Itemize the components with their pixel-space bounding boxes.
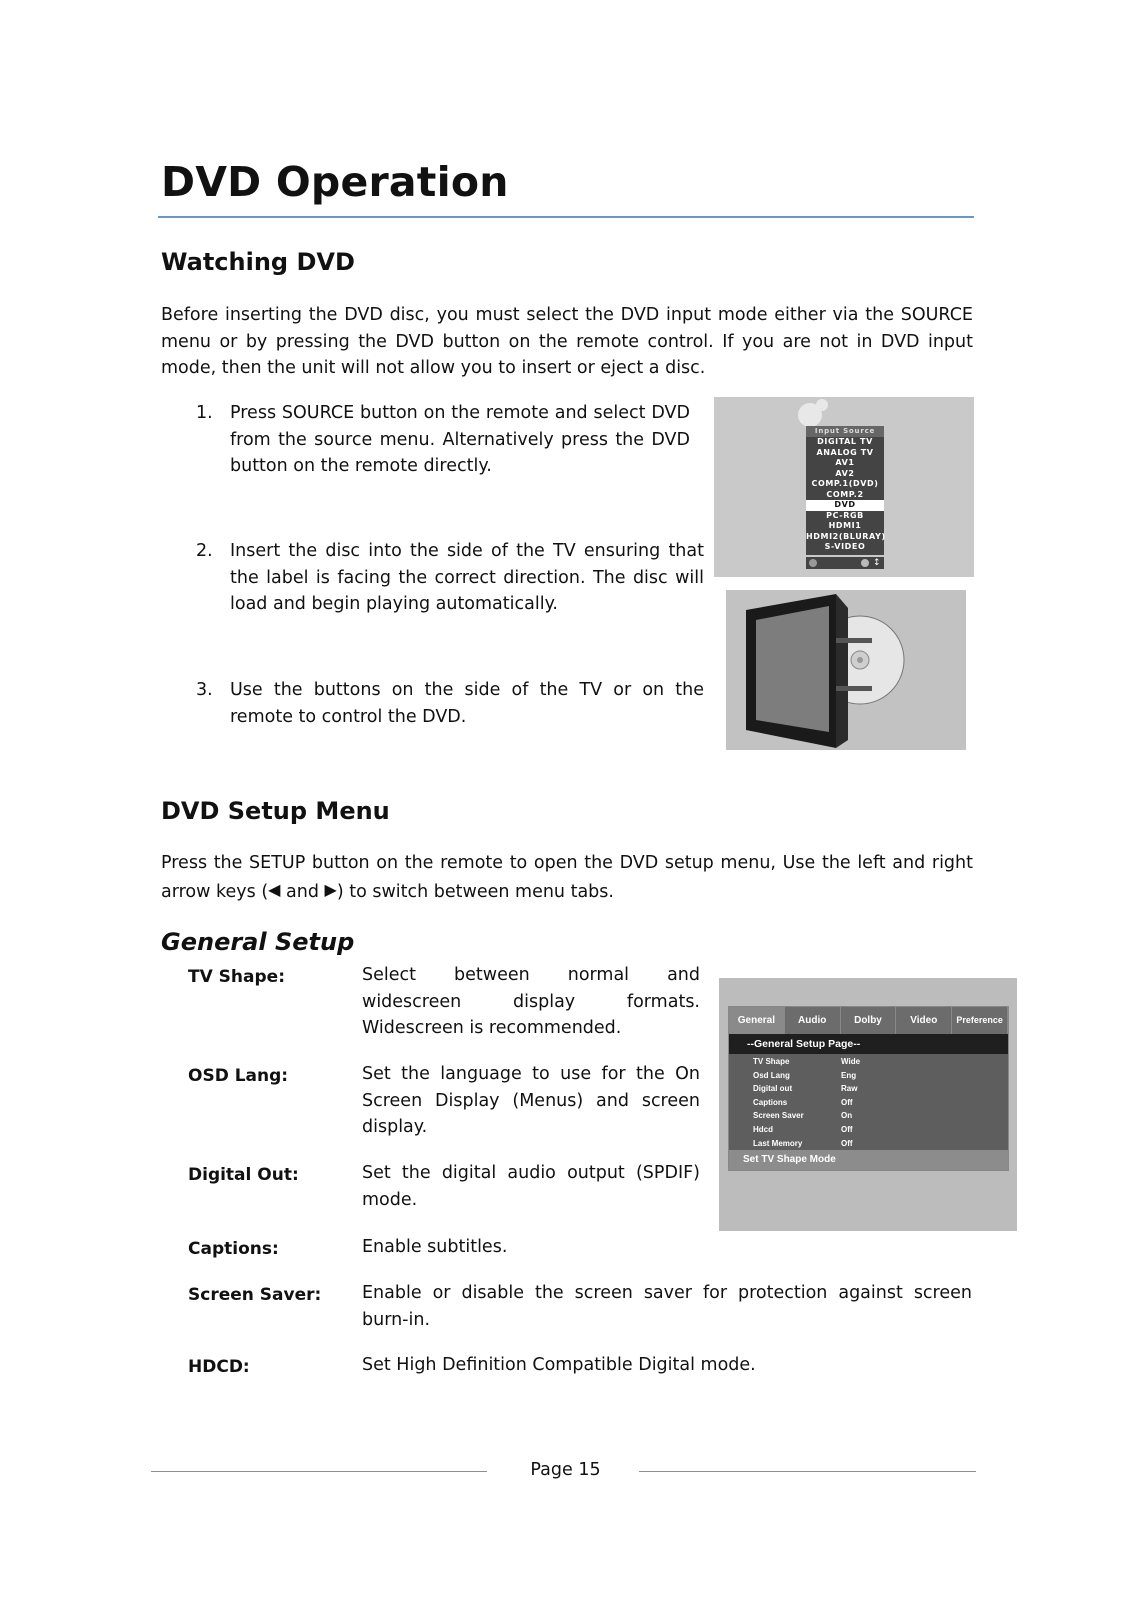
setup-page-title: --General Setup Page-- (729, 1034, 1008, 1054)
left-arrow-icon: ◀ (268, 879, 281, 899)
step-2 (196, 538, 704, 618)
setup-row: Last Memory Off (753, 1138, 853, 1148)
setup-footer: Set TV Shape Mode (729, 1150, 1008, 1170)
source-menu-item: COMP.1(DVD) (811, 479, 879, 488)
setup-intro (161, 850, 973, 905)
step-text: Use the buttons on the side of the TV or on the remote to control the DVD. (230, 680, 704, 727)
setup-tabs (729, 1007, 1008, 1034)
setup-rows (753, 1057, 953, 1152)
section-heading-dvd-setup-menu: DVD Setup Menu (161, 797, 390, 825)
source-menu-item: AV1 (835, 458, 855, 467)
source-menu (806, 426, 884, 555)
step-number: 3. (196, 680, 213, 700)
footer-rule-right (639, 1471, 976, 1472)
step-text: Insert the disc into the side of the TV ensuring that the label is facing the correct direction. The disc will load and begin playing automatically. (230, 541, 704, 614)
tab-audio: Audio (785, 1007, 841, 1034)
source-menu-item: AV2 (835, 468, 855, 478)
setup-row: Screen Saver On (753, 1111, 853, 1121)
step-number: 1. (196, 403, 213, 423)
tab-preference: Preference (952, 1007, 1008, 1034)
source-menu-item-selected: DVD (806, 500, 884, 511)
term-hdcd: HDCD: (188, 1357, 250, 1377)
step-text: Press SOURCE button on the remote and select DVD from the source menu. Alternatively press the DVD button on the remote directly. (230, 403, 690, 476)
section-heading-watching-dvd: Watching DVD (161, 248, 355, 276)
desc-screen-saver: Enable or disable the screen saver for protection against screen burn-in. (362, 1283, 972, 1330)
right-arrow-icon: ▶ (324, 879, 337, 899)
source-menu-item: ANALOG TV (816, 447, 874, 457)
desc-hdcd: Set High Definition Compatible Digital mode. (362, 1355, 756, 1375)
setup-intro-and: and (280, 881, 325, 902)
setup-row: Digital out Raw (753, 1084, 858, 1094)
setup-row: TV Shape Wide (753, 1057, 861, 1066)
desc-digital-out: Set the digital audio output (SPDIF) mode. (362, 1163, 700, 1210)
term-digital-out: Digital Out: (188, 1165, 299, 1185)
watching-intro: Before inserting the DVD disc, you must select the DVD input mode either via the SOURCE menu or by pressing the DVD button on the remote control. If you are not in DVD input mode, then the unit will not allow you to insert or eject a disc. (161, 305, 973, 378)
desc-captions: Enable subtitles. (362, 1237, 508, 1257)
desc-tv-shape: Select between normal and widescreen display formats. Widescreen is recommended. (362, 965, 700, 1038)
setup-row: Captions Off (753, 1097, 853, 1107)
updown-icon: ↕ (873, 558, 881, 568)
page-title: DVD Operation (161, 158, 509, 206)
tab-general: General (729, 1007, 785, 1034)
section-heading-general-setup: General Setup (161, 928, 355, 956)
setup-menu-figure (719, 978, 1017, 1231)
setup-menu-screen (728, 1006, 1009, 1171)
ok-icon (861, 559, 869, 567)
source-menu-item: HDMI1 (828, 521, 862, 530)
source-menu-item: S-VIDEO (824, 542, 866, 551)
back-icon (809, 559, 817, 567)
page-number: Page 15 (530, 1460, 601, 1480)
setup-row: Hdcd Off (753, 1124, 853, 1134)
setup-intro-text-b: ) to switch between menu tabs. (336, 881, 614, 902)
setup-row: Osd Lang Eng (753, 1070, 857, 1080)
source-menu-figure (714, 397, 974, 577)
tv-illustration (726, 590, 966, 750)
source-menu-item: COMP.2 (826, 489, 864, 499)
step-number: 2. (196, 541, 213, 561)
term-screen-saver: Screen Saver: (188, 1285, 322, 1305)
source-menu-item: HDMI2(BLURAY) (806, 531, 886, 541)
term-tv-shape: TV Shape: (188, 967, 285, 987)
step-1 (196, 400, 690, 480)
term-captions: Captions: (188, 1239, 279, 1259)
source-menu-item: PC-RGB (826, 510, 864, 520)
title-rule (158, 216, 974, 218)
term-osd-lang: OSD Lang: (188, 1066, 289, 1086)
source-menu-item: DIGITAL TV (817, 437, 873, 446)
source-menu-footer (806, 557, 884, 569)
tv-disc-figure (726, 590, 966, 750)
desc-osd-lang: Set the language to use for the On Screen Display (Menus) and screen display. (362, 1064, 700, 1137)
bubble-icon (816, 399, 828, 411)
source-menu-title: Input Source (806, 426, 884, 437)
step-3 (196, 677, 704, 731)
setup-intro-text-a: Press the SETUP button on the remote to open the DVD setup menu, Use the left and right arrow keys ( (161, 853, 973, 902)
tab-video: Video (896, 1007, 952, 1034)
tab-dolby: Dolby (841, 1007, 897, 1034)
